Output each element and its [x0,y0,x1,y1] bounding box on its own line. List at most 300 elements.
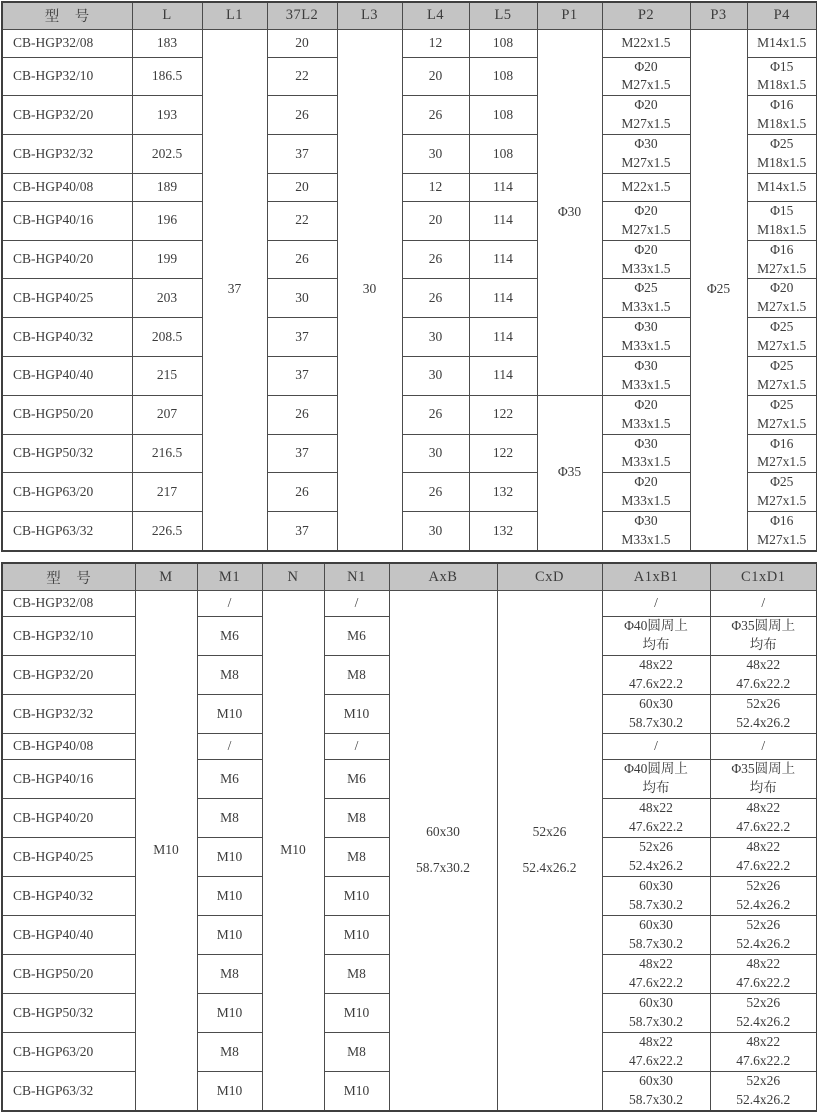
cell-m1: M8 [197,1033,262,1072]
cell-l2: 30 [267,279,337,318]
cell-model: CB-HGP50/20 [2,395,132,434]
cell-line: Φ16 [770,435,794,451]
cell-c1xd1 [710,656,817,695]
cell-l: 189 [132,173,202,201]
cell-line: 47.6x22.2 [736,975,791,991]
cell-n1: M6 [324,760,389,799]
cell-l4: 26 [402,279,469,318]
cell-a1xb1 [602,838,710,877]
cell-p4 [747,201,817,240]
cell-a1xb1 [602,734,710,760]
cell-model: CB-HGP40/20 [2,240,132,279]
cell-line: 均布 [749,637,777,653]
cell-line: M22x1.5 [621,178,671,194]
cell-line: 47.6x22.2 [629,676,683,692]
cell-model: CB-HGP63/32 [2,1072,135,1111]
cell-n1: M10 [324,695,389,734]
table-row [2,591,817,617]
cell-a1xb1 [602,916,710,955]
header-cell: P4 [747,2,817,29]
cell-line: 60x30 [639,995,673,1011]
cell-l: 216.5 [132,434,202,473]
cell-l5: 114 [469,318,537,357]
cell-p4 [747,57,817,96]
cell-line: M22x1.5 [621,34,671,50]
cell-l5: 108 [469,135,537,174]
cell-p2 [602,473,690,512]
cell-c1xd1 [710,591,817,617]
cell-line: Φ25 [770,319,794,335]
cell-m1: M6 [197,760,262,799]
cell-c1xd1 [710,799,817,838]
cell-line: M33x1.5 [621,376,671,392]
cell-model: CB-HGP40/08 [2,734,135,760]
cell-line: 47.6x22.2 [629,975,683,991]
cell-line: Φ20 [770,280,794,296]
cell-line: / [761,595,766,611]
cell-c1xd1 [710,760,817,799]
cell-a1xb1 [602,591,710,617]
cell-line: 48x22 [639,1034,673,1050]
cell-p4 [747,279,817,318]
header-cell: P3 [690,2,747,29]
merged-cell-m: M10 [135,591,197,1111]
cell-p2 [602,395,690,434]
cell-model: CB-HGP40/40 [2,356,132,395]
cell-line: M33x1.5 [621,415,671,431]
cell-line: Φ30 [634,513,658,529]
cell-p4 [747,96,817,135]
cell-line: 52x26 [639,839,673,855]
cell-n1: M10 [324,877,389,916]
header-cell: CxD [497,563,602,591]
cell-line: Φ20 [634,396,658,412]
cell-line: 60x30 [426,824,460,840]
cell-l: 202.5 [132,135,202,174]
cell-model: CB-HGP32/20 [2,96,132,135]
cell-line: M18x1.5 [757,77,807,93]
cell-p4 [747,318,817,357]
cell-line: / [761,738,766,754]
cell-line: Φ20 [634,58,658,74]
cell-n1: M8 [324,838,389,877]
header-cell: N1 [324,563,389,591]
cell-line: 58.7x30.2 [629,1092,683,1108]
cell-line: M27x1.5 [757,376,807,392]
cell-p4 [747,356,817,395]
cell-line: 48x22 [746,1034,781,1050]
cell-model: CB-HGP50/32 [2,434,132,473]
cell-l5: 122 [469,395,537,434]
cell-line: 48x22 [639,657,673,673]
merged-cell-p3: Φ25 [690,29,747,551]
cell-a1xb1 [602,877,710,916]
cell-line: Φ20 [634,97,658,113]
cell-p2 [602,434,690,473]
cell-line: M33x1.5 [621,531,671,547]
cell-line: Φ35圆周上 [731,618,796,634]
cell-l: 217 [132,473,202,512]
cell-m1: M8 [197,656,262,695]
cell-l2: 37 [267,318,337,357]
cell-line: 60x30 [639,696,673,712]
cell-c1xd1 [710,877,817,916]
cell-p4 [747,173,817,201]
cell-l4: 20 [402,57,469,96]
cell-l: 186.5 [132,57,202,96]
cell-model: CB-HGP32/20 [2,656,135,695]
cell-line: 均布 [642,780,670,796]
cell-l5: 108 [469,96,537,135]
cell-l: 183 [132,29,202,57]
cell-line: M33x1.5 [621,260,671,276]
cell-n1: M10 [324,994,389,1033]
cell-l: 215 [132,356,202,395]
cell-n1: M6 [324,617,389,656]
cell-n1: / [324,734,389,760]
cell-p2 [602,279,690,318]
cell-model: CB-HGP50/32 [2,994,135,1033]
cell-line: 60x30 [639,1073,673,1089]
cell-line: M27x1.5 [621,221,671,237]
cell-l4: 26 [402,473,469,512]
cell-l4: 30 [402,434,469,473]
header-cell: AxB [389,563,497,591]
dimensions-table-m-n [1,562,817,1112]
cell-line: Φ40圆周上 [624,618,688,634]
cell-line: Φ30 [634,136,658,152]
cell-line: M18x1.5 [757,116,807,132]
cell-l4: 26 [402,96,469,135]
cell-a1xb1 [602,1072,710,1111]
header-cell: L5 [469,2,537,29]
cell-line: M27x1.5 [621,154,671,170]
cell-l: 208.5 [132,318,202,357]
cell-line: 58.7x30.2 [629,936,683,952]
cell-l: 196 [132,201,202,240]
header-cell: 型 号 [2,563,135,591]
cell-model: CB-HGP32/08 [2,591,135,617]
cell-model: CB-HGP32/32 [2,135,132,174]
cell-model: CB-HGP32/32 [2,695,135,734]
header-cell: A1xB1 [602,563,710,591]
cell-n1: / [324,591,389,617]
cell-model: CB-HGP32/08 [2,29,132,57]
cell-l5: 114 [469,356,537,395]
cell-l5: 108 [469,29,537,57]
table-row [2,29,817,57]
table-gap [1,552,816,562]
cell-l2: 22 [267,57,337,96]
header-cell: C1xD1 [710,563,817,591]
cell-line: M33x1.5 [621,299,671,315]
cell-l: 226.5 [132,512,202,551]
cell-l5: 108 [469,57,537,96]
cell-p2 [602,173,690,201]
cell-model: CB-HGP63/20 [2,1033,135,1072]
cell-line: 52x26 [532,824,567,840]
cell-line: M33x1.5 [621,493,671,509]
cell-p4 [747,473,817,512]
cell-line: M27x1.5 [757,493,807,509]
cell-n1: M10 [324,1072,389,1111]
cell-a1xb1 [602,695,710,734]
cell-line: 52.4x26.2 [736,1092,791,1108]
table-body [2,29,817,551]
cell-c1xd1 [710,916,817,955]
cell-line: 58.7x30.2 [629,715,683,731]
cell-m1: M10 [197,695,262,734]
cell-line: Φ40圆周上 [624,761,688,777]
cell-line: 52x26 [746,917,781,933]
cell-l: 203 [132,279,202,318]
cell-line: 52x26 [746,878,781,894]
cell-model: CB-HGP63/20 [2,473,132,512]
cell-line: Φ30 [634,357,658,373]
header-cell: M1 [197,563,262,591]
cell-line: 58.7x30.2 [416,860,470,876]
cell-model: CB-HGP40/32 [2,318,132,357]
cell-l: 207 [132,395,202,434]
cell-line: 52.4x26.2 [736,1014,791,1030]
cell-model: CB-HGP50/20 [2,955,135,994]
cell-n1: M8 [324,955,389,994]
cell-c1xd1 [710,994,817,1033]
header-cell: L4 [402,2,469,29]
cell-line: Φ25 [634,280,658,296]
cell-line: 47.6x22.2 [629,1053,683,1069]
cell-p2 [602,96,690,135]
cell-line: M27x1.5 [757,338,807,354]
cell-p2 [602,318,690,357]
cell-c1xd1 [710,695,817,734]
cell-line: Φ25 [770,396,794,412]
cell-line: 52.4x26.2 [522,860,577,876]
cell-l2: 37 [267,135,337,174]
cell-l4: 20 [402,201,469,240]
cell-line: 48x22 [746,839,781,855]
cell-line: Φ25 [770,357,794,373]
cell-line: M27x1.5 [757,454,807,470]
cell-l4: 30 [402,135,469,174]
cell-c1xd1 [710,1033,817,1072]
cell-model: CB-HGP40/16 [2,201,132,240]
cell-line: Φ30 [634,319,658,335]
cell-line: 48x22 [639,800,673,816]
cell-l2: 26 [267,96,337,135]
cell-line: M33x1.5 [621,454,671,470]
cell-l5: 114 [469,279,537,318]
merged-cell-p1_bottom: Φ35 [537,395,602,551]
cell-l2: 37 [267,356,337,395]
cell-l2: 37 [267,512,337,551]
cell-model: CB-HGP40/20 [2,799,135,838]
cell-p4 [747,29,817,57]
cell-model: CB-HGP32/10 [2,57,132,96]
cell-m1: / [197,734,262,760]
cell-l5: 122 [469,434,537,473]
cell-line: Φ20 [634,241,658,257]
cell-l2: 26 [267,395,337,434]
cell-line: 52x26 [746,995,781,1011]
cell-p4 [747,434,817,473]
cell-line: M18x1.5 [757,221,807,237]
cell-model: CB-HGP40/16 [2,760,135,799]
cell-p2 [602,201,690,240]
header-cell: P2 [602,2,690,29]
cell-line: 47.6x22.2 [629,819,683,835]
cell-p2 [602,135,690,174]
cell-a1xb1 [602,799,710,838]
header-cell: M [135,563,197,591]
cell-n1: M10 [324,916,389,955]
cell-l4: 12 [402,29,469,57]
header-cell: N [262,563,324,591]
merged-cell-l1: 37 [202,29,267,551]
cell-a1xb1 [602,656,710,695]
cell-line: 47.6x22.2 [736,1053,791,1069]
cell-l5: 132 [469,473,537,512]
cell-line: M14x1.5 [757,34,807,50]
cell-p2 [602,512,690,551]
header-row [2,2,817,29]
cell-line: Φ15 [770,58,794,74]
cell-m1: M10 [197,1072,262,1111]
merged-cell-cxd [497,591,602,1111]
cell-line: Φ16 [770,241,794,257]
cell-line: 47.6x22.2 [736,858,791,874]
cell-l4: 30 [402,512,469,551]
header-cell: L [132,2,202,29]
cell-line: M27x1.5 [621,77,671,93]
header-cell: P1 [537,2,602,29]
cell-p4 [747,240,817,279]
cell-l2: 22 [267,201,337,240]
cell-l2: 20 [267,173,337,201]
cell-model: CB-HGP40/32 [2,877,135,916]
cell-line: Φ16 [770,513,794,529]
cell-line: Φ25 [770,136,794,152]
cell-l: 193 [132,96,202,135]
cell-c1xd1 [710,734,817,760]
cell-a1xb1 [602,760,710,799]
cell-c1xd1 [710,838,817,877]
cell-l4: 12 [402,173,469,201]
header-cell: L1 [202,2,267,29]
cell-line: 均布 [749,780,777,796]
cell-line: M14x1.5 [757,178,807,194]
header-cell: 型 号 [2,2,132,29]
cell-p4 [747,512,817,551]
cell-p2 [602,240,690,279]
cell-line: M27x1.5 [757,299,807,315]
merged-cell-n: M10 [262,591,324,1111]
cell-a1xb1 [602,1033,710,1072]
cell-line: 均布 [642,637,670,653]
merged-cell-p1_top: Φ30 [537,29,602,395]
cell-line: Φ15 [770,202,794,218]
cell-model: CB-HGP40/25 [2,279,132,318]
cell-l2: 20 [267,29,337,57]
cell-line: 60x30 [639,917,673,933]
cell-line: Φ30 [634,435,658,451]
cell-l5: 132 [469,512,537,551]
cell-l4: 30 [402,356,469,395]
cell-c1xd1 [710,1072,817,1111]
cell-p4 [747,395,817,434]
cell-line: 48x22 [746,956,781,972]
cell-model: CB-HGP63/32 [2,512,132,551]
cell-line: 58.7x30.2 [629,1014,683,1030]
merged-cell-l3: 30 [337,29,402,551]
cell-a1xb1 [602,617,710,656]
cell-line: 48x22 [746,657,781,673]
cell-m1: M6 [197,617,262,656]
cell-line: Φ20 [634,202,658,218]
cell-line: 52x26 [746,696,781,712]
cell-line: / [654,738,658,754]
cell-line: M27x1.5 [757,260,807,276]
cell-line: 52.4x26.2 [736,897,791,913]
cell-line: Φ16 [770,97,794,113]
cell-line: 52.4x26.2 [736,936,791,952]
cell-l5: 114 [469,201,537,240]
cell-line: 47.6x22.2 [736,676,791,692]
cell-n1: M8 [324,799,389,838]
cell-m1: M10 [197,916,262,955]
cell-line: M18x1.5 [757,154,807,170]
cell-line: M27x1.5 [757,415,807,431]
cell-p2 [602,356,690,395]
cell-p4 [747,135,817,174]
cell-line: 48x22 [746,800,781,816]
cell-l2: 26 [267,473,337,512]
cell-line: 52.4x26.2 [736,715,791,731]
cell-p2 [602,29,690,57]
cell-l: 199 [132,240,202,279]
cell-m1: M10 [197,838,262,877]
cell-model: CB-HGP32/10 [2,617,135,656]
cell-line: M27x1.5 [757,531,807,547]
cell-line: / [654,595,658,611]
cell-model: CB-HGP40/08 [2,173,132,201]
cell-line: 48x22 [639,956,673,972]
cell-m1: M8 [197,955,262,994]
cell-line: Φ25 [770,474,794,490]
dimensions-table-l-p [1,1,817,552]
cell-a1xb1 [602,955,710,994]
cell-a1xb1 [602,994,710,1033]
cell-l5: 114 [469,240,537,279]
header-cell: L3 [337,2,402,29]
cell-l4: 26 [402,240,469,279]
cell-n1: M8 [324,656,389,695]
cell-line: 52x26 [746,1073,781,1089]
cell-l5: 114 [469,173,537,201]
header-row [2,563,817,591]
cell-l4: 26 [402,395,469,434]
cell-m1: M10 [197,877,262,916]
cell-m1: M8 [197,799,262,838]
table-body [2,591,817,1111]
cell-c1xd1 [710,955,817,994]
cell-line: 52.4x26.2 [629,858,683,874]
cell-l2: 37 [267,434,337,473]
cell-line: M27x1.5 [621,116,671,132]
cell-model: CB-HGP40/25 [2,838,135,877]
cell-line: Φ20 [634,474,658,490]
cell-n1: M8 [324,1033,389,1072]
